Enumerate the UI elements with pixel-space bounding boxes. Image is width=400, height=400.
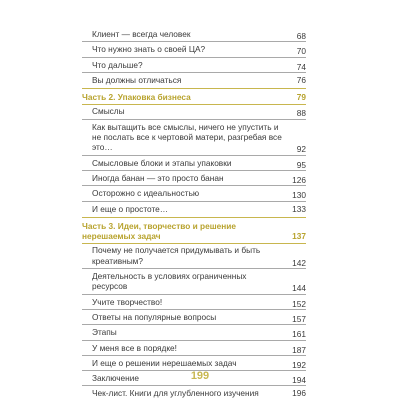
toc-entry <box>82 122 306 156</box>
toc-entry <box>82 388 306 398</box>
toc-entry-title: Чек-лист. Книги для углубленного изучения <box>92 388 259 399</box>
toc-part-page: 79 <box>296 92 306 103</box>
toc-entry <box>82 245 306 269</box>
toc-entry-title: Что нужно знать о своей ЦА? <box>92 44 206 55</box>
toc-entry-title: Этапы <box>92 327 117 338</box>
toc-entry-title: Ответы на популярные вопросы <box>92 311 217 322</box>
toc-entry <box>82 173 306 186</box>
toc-entry-title: Деятельность в условиях ограниченных ресурсов <box>92 271 247 292</box>
toc-entry-page: 196 <box>292 388 306 399</box>
toc-part-title: Часть 3. Идеи, творчество и решение нерешаемых задач <box>82 220 236 242</box>
toc-entry <box>82 29 306 42</box>
toc-entry-page: 157 <box>292 313 306 324</box>
toc-entry-title: Почему не получается придумывать и быть креативным? <box>92 245 261 266</box>
toc-entry <box>82 297 306 310</box>
toc-entry-title: Что дальше? <box>92 59 143 70</box>
toc-entry <box>82 188 306 201</box>
page-number: 199 <box>190 370 210 382</box>
toc-entry-title: И еще о решении нерешаемых задач <box>92 357 237 368</box>
toc-entry <box>82 312 306 325</box>
toc-part-heading <box>82 217 306 245</box>
toc-entry-page: 70 <box>296 46 306 57</box>
toc-entry-title: У меня все в порядке! <box>92 342 177 353</box>
toc-part-title: Часть 2. Упаковка бизнеса <box>82 92 191 103</box>
toc-entry-page: 68 <box>296 31 306 41</box>
toc-entry <box>82 44 306 57</box>
toc-entry-title: Смысловые блоки и этапы упаковки <box>92 157 232 168</box>
toc-entry-page: 187 <box>292 344 306 355</box>
toc-entry-page: 130 <box>292 190 306 201</box>
toc-entry-page: 144 <box>292 283 306 294</box>
toc-entry-title: Учите творчество! <box>92 296 163 307</box>
toc-entry <box>82 204 306 214</box>
toc-entry-title: Иногда банан — это просто банан <box>92 172 224 183</box>
toc-entry <box>82 75 306 85</box>
toc-entry-page: 133 <box>292 203 306 214</box>
table-of-contents <box>82 29 306 399</box>
toc-entry-page: 192 <box>292 359 306 370</box>
toc-entry-title: Смыслы <box>92 106 125 117</box>
toc-entry-page: 76 <box>296 74 306 85</box>
toc-entry <box>82 271 306 295</box>
toc-entry-title: Заключение <box>92 373 139 384</box>
toc-entry-page: 92 <box>296 144 306 155</box>
toc-entry-page: 74 <box>296 61 306 72</box>
toc-entry-page: 161 <box>292 329 306 340</box>
toc-entry-title: Клиент — всегда человек <box>92 29 191 39</box>
toc-entry <box>82 106 306 119</box>
toc-entry <box>82 327 306 340</box>
toc-part-page: 137 <box>292 231 306 242</box>
toc-entry-page: 194 <box>292 375 306 386</box>
toc-entry-page: 88 <box>296 108 306 119</box>
toc-entry <box>82 60 306 73</box>
toc-entry <box>82 158 306 171</box>
toc-part-heading <box>82 88 306 105</box>
toc-entry-title: Осторожно с идеальностью <box>92 188 200 199</box>
toc-entry-page: 142 <box>292 257 306 268</box>
toc-entry-title: Как вытащить все смыслы, ничего не упустить и не послать все к чертовой матери, разгребая все это… <box>92 121 282 153</box>
toc-entry-title: И еще о простоте… <box>92 203 169 214</box>
toc-entry-page: 152 <box>292 298 306 309</box>
toc-entry <box>82 343 306 356</box>
toc-entry-page: 126 <box>292 174 306 185</box>
toc-entry-title: Вы должны отличаться <box>92 74 182 85</box>
toc-entry-page: 95 <box>296 159 306 170</box>
